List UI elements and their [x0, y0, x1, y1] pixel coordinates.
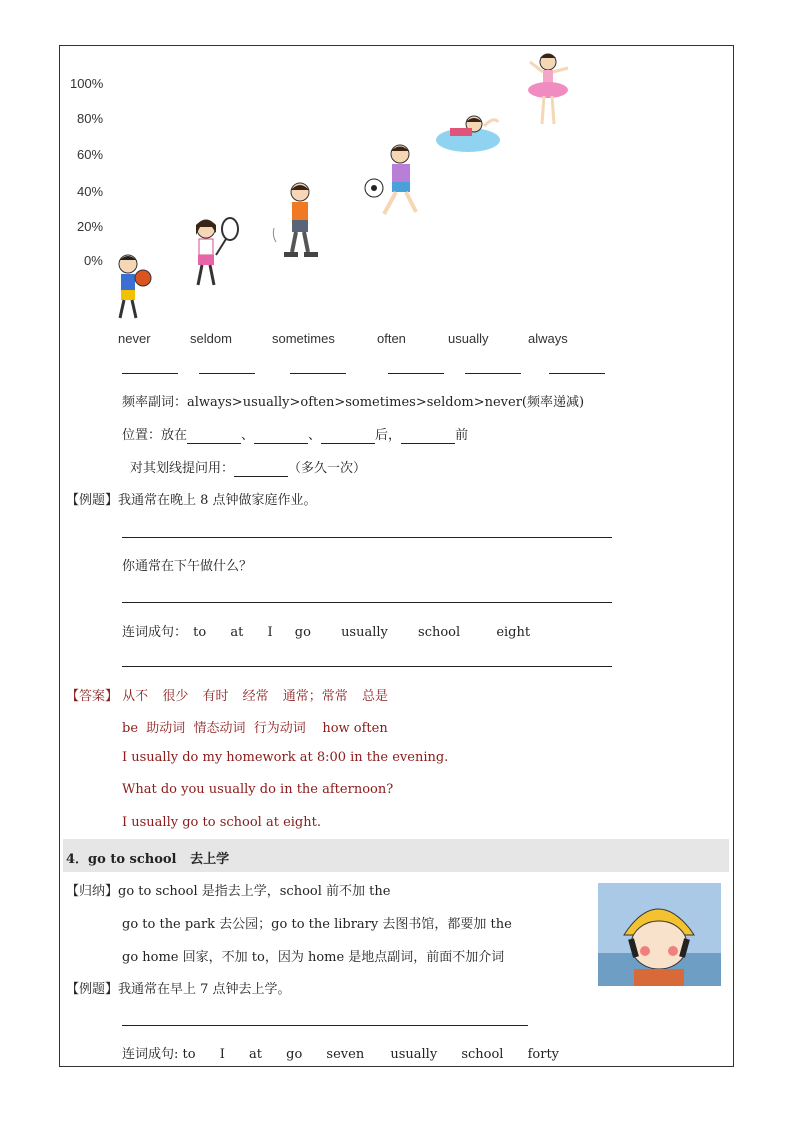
- x-label-always: always: [528, 331, 568, 346]
- answer-word: 很少: [162, 689, 189, 704]
- blank-always[interactable]: [549, 373, 605, 374]
- word: at: [230, 625, 244, 640]
- soccer-boy-icon: [362, 142, 424, 224]
- position-after: 后，: [375, 428, 402, 443]
- answers-tag: 【答案】: [66, 689, 119, 704]
- word: forty: [527, 1047, 560, 1062]
- position-label: 位置：放在: [122, 428, 188, 443]
- word: school: [461, 1047, 504, 1062]
- summary-text-1: go to school 是指去上学，school 前不加 the: [118, 884, 391, 899]
- x-label-never: never: [118, 331, 151, 346]
- word: eight: [496, 625, 531, 640]
- word-order-2: [122, 1043, 559, 1062]
- word: usually: [341, 625, 388, 640]
- blank-usually[interactable]: [465, 373, 521, 374]
- basketball-kid-icon: [112, 252, 156, 326]
- skating-boy-icon: [270, 180, 326, 264]
- answer-line-4[interactable]: [122, 1025, 528, 1026]
- answer-line-1[interactable]: [122, 537, 612, 538]
- position-blank-4[interactable]: [401, 428, 455, 444]
- question-label: 对其划线提问用：: [130, 461, 235, 476]
- blank-seldom[interactable]: [199, 373, 255, 374]
- example-1-text: 我通常在晚上 8 点钟做家庭作业。: [118, 493, 317, 508]
- x-label-seldom: seldom: [190, 331, 232, 346]
- question-blank[interactable]: [234, 461, 288, 477]
- summary-text-2: go to the park 去公园；go to the library 去图书馆，都要加 the: [122, 917, 512, 932]
- word: go: [294, 625, 311, 640]
- y-tick-80: 80%: [77, 111, 104, 126]
- swimmer-icon: [434, 110, 502, 156]
- answer-word: 有时: [202, 689, 229, 704]
- maruko-girl-icon: [598, 883, 721, 986]
- x-label-sometimes: sometimes: [272, 331, 335, 346]
- question-line: [130, 457, 366, 477]
- position-line: [122, 424, 468, 444]
- answers-line-4: What do you usually do in the afternoon?: [122, 782, 394, 797]
- example-4-1-text: 我通常在早上 7 点钟去上学。: [118, 982, 291, 997]
- y-tick-100: 100%: [70, 76, 104, 91]
- example-4-1: [66, 978, 291, 997]
- x-label-often: often: [377, 331, 406, 346]
- position-blank-3[interactable]: [321, 428, 375, 444]
- word: at: [249, 1047, 262, 1062]
- summary-tag: 【归纳】: [66, 884, 119, 899]
- word: to: [193, 625, 207, 640]
- y-tick-60: 60%: [77, 147, 104, 162]
- question-hint: （多久一次）: [288, 461, 367, 476]
- word: go: [286, 1047, 303, 1062]
- position-sep-2: 、: [308, 428, 322, 443]
- x-label-usually: usually: [448, 331, 489, 346]
- word: seven: [326, 1047, 365, 1062]
- frequency-adverbs-line: 频率副词：always>usually>often>sometimes>seldom>never(频率递减): [122, 395, 585, 410]
- answer-word: 总是: [361, 689, 388, 704]
- summary-text-3: go home 回家，不加 to，因为 home 是地点副词，前面不加介词: [122, 950, 505, 965]
- y-tick-0: 0%: [84, 253, 103, 268]
- word: school: [418, 625, 461, 640]
- word: I: [219, 1047, 225, 1062]
- summary-line-1: [66, 880, 390, 899]
- tennis-girl-icon: [184, 215, 242, 295]
- answer-line-2[interactable]: [122, 602, 612, 603]
- word: to: [182, 1047, 196, 1062]
- y-tick-40: 40%: [77, 184, 104, 199]
- section-4-title: 4．go to school 去上学: [66, 852, 230, 867]
- answer-word: 通常；常常: [282, 689, 348, 704]
- blank-never[interactable]: [122, 373, 178, 374]
- position-before: 前: [455, 428, 469, 443]
- example-1: [66, 489, 317, 508]
- answer-word: 从不: [122, 689, 149, 704]
- position-sep-1: 、: [241, 428, 255, 443]
- word-order-1: [122, 621, 530, 640]
- ballet-girl-icon: [524, 50, 576, 130]
- blank-sometimes[interactable]: [290, 373, 346, 374]
- example-2-text: 你通常在下午做什么？: [122, 559, 253, 574]
- answers-line-5: I usually go to school at eight.: [122, 815, 321, 830]
- answer-line-3[interactable]: [122, 666, 612, 667]
- answers-line-3: I usually do my homework at 8:00 in the evening.: [122, 750, 449, 765]
- word: usually: [390, 1047, 438, 1062]
- example-tag: 【例题】: [66, 493, 119, 508]
- answers-line-1: [66, 685, 388, 704]
- word-order-label: 连词成句：: [122, 625, 188, 640]
- answers-line-2: be 助动词 情态动词 行为动词 how often: [122, 721, 388, 736]
- position-blank-2[interactable]: [254, 428, 308, 444]
- y-tick-20: 20%: [77, 219, 104, 234]
- word: I: [267, 625, 273, 640]
- blank-often[interactable]: [388, 373, 444, 374]
- position-blank-1[interactable]: [187, 428, 241, 444]
- answer-word: 经常: [242, 689, 269, 704]
- example-tag: 【例题】: [66, 982, 119, 997]
- word-order-label: 连词成句:: [122, 1047, 183, 1062]
